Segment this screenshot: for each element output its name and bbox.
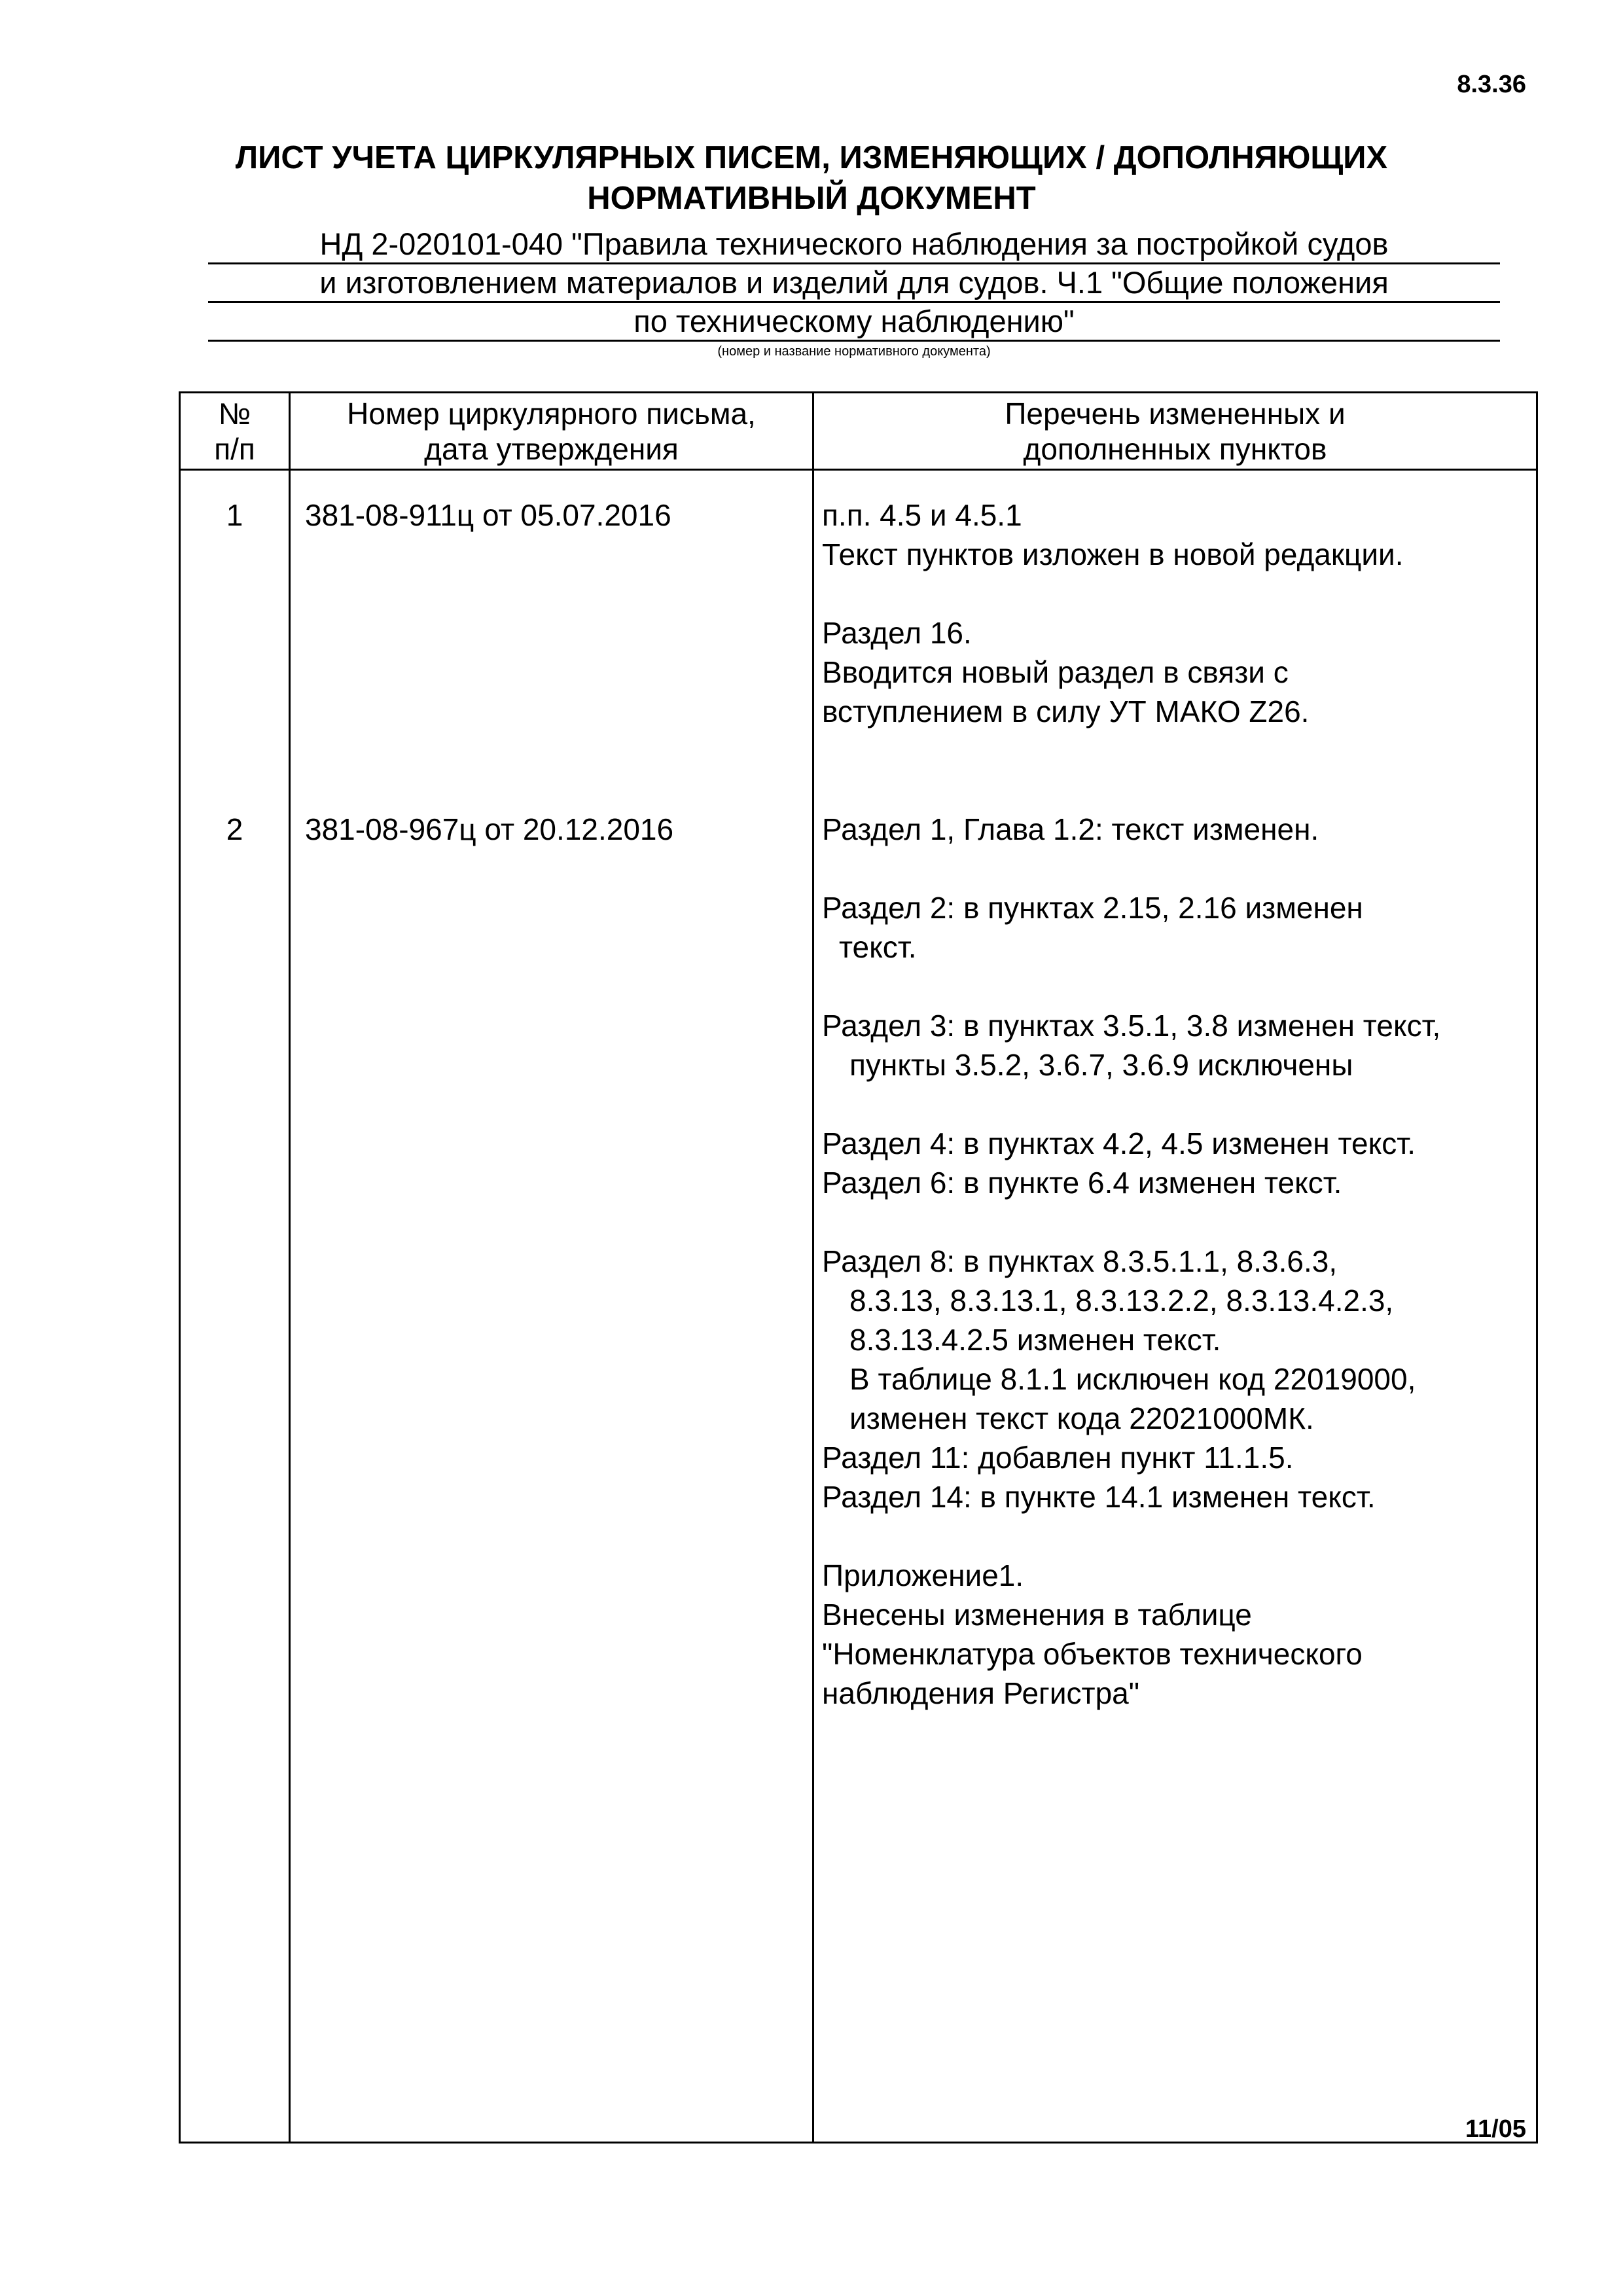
normative-document-line-1: НД 2-020101-040 "Правила технического наблюдения за постройкой судов	[208, 226, 1500, 264]
change-line: Приложение1.	[822, 1558, 1024, 1592]
letter-cell	[290, 470, 813, 2143]
normative-document-caption: (номер и название нормативного документа)	[717, 344, 991, 359]
header-number-line-2: п/п	[214, 431, 255, 466]
document-section-code: 8.3.36	[1457, 71, 1526, 98]
document-title-line-1: ЛИСТ УЧЕТА ЦИРКУЛЯРНЫХ ПИСЕМ, ИЗМЕНЯЮЩИХ / ДОПОЛНЯЮЩИХ	[235, 140, 1388, 175]
change-line	[822, 1202, 1535, 1242]
header-changes	[813, 393, 1537, 470]
change-line: "Номенклатура объектов технического	[822, 1637, 1363, 1671]
change-line: Раздел 4: в пунктах 4.2, 4.5 изменен текст.	[822, 1126, 1416, 1160]
change-line: 8.3.13.4.2.5 изменен текст.	[849, 1323, 1221, 1357]
change-line: В таблице 8.1.1 исключен код 22019000,	[849, 1362, 1416, 1396]
change-line: Раздел 6: в пункте 6.4 изменен текст.	[822, 1166, 1342, 1200]
row-number: 2	[226, 812, 243, 846]
change-line: п.п. 4.5 и 4.5.1	[822, 498, 1022, 532]
header-number-line-1: №	[218, 396, 251, 431]
number-cell	[180, 470, 290, 2143]
change-line: Раздел 8: в пунктах 8.3.5.1.1, 8.3.6.3,	[822, 1244, 1338, 1278]
normative-document-line-3: по техническому наблюдению"	[208, 303, 1500, 342]
change-line: Текст пунктов изложен в новой редакции.	[822, 537, 1404, 571]
change-line	[822, 967, 1535, 1006]
change-line: Внесены изменения в таблице	[822, 1598, 1252, 1632]
change-line	[822, 770, 1535, 810]
change-line: Раздел 14: в пункте 14.1 изменен текст.	[822, 1480, 1376, 1514]
change-line: изменен текст кода 22021000МК.	[849, 1401, 1314, 1435]
change-line: Раздел 3: в пунктах 3.5.1, 3.8 изменен текст,	[822, 1009, 1441, 1043]
change-line: Вводится новый раздел в связи с	[822, 655, 1289, 689]
change-line	[822, 1516, 1535, 1556]
change-line: вступлением в силу УТ МАКО Z26.	[822, 694, 1310, 728]
change-line: пункты 3.5.2, 3.6.7, 3.6.9 исключены	[849, 1048, 1353, 1082]
row-number: 1	[226, 498, 243, 532]
change-line	[822, 1085, 1535, 1124]
header-letter	[290, 393, 813, 470]
row-changes	[822, 495, 1535, 810]
table-header-row	[180, 393, 1537, 470]
circular-letters-table	[179, 391, 1538, 2144]
header-changes-line-1: Перечень измененных и	[1005, 396, 1346, 431]
change-line: Раздел 1, Глава 1.2: текст изменен.	[822, 812, 1319, 846]
changes-cell	[813, 470, 1537, 2143]
change-line	[822, 849, 1535, 888]
header-number	[180, 393, 290, 470]
header-letter-line-1: Номер циркулярного письма,	[347, 396, 756, 431]
page-number: 11/05	[1465, 2115, 1526, 2143]
change-line: 8.3.13, 8.3.13.1, 8.3.13.2.2, 8.3.13.4.2.3,	[849, 1283, 1394, 1318]
change-line: Раздел 11: добавлен пункт 11.1.5.	[822, 1441, 1294, 1475]
normative-document-line-2: и изготовлением материалов и изделий для судов. Ч.1 "Общие положения	[208, 264, 1500, 303]
header-letter-line-2: дата утверждения	[424, 431, 679, 466]
change-line	[822, 731, 1535, 770]
document-title-line-2: НОРМАТИВНЫЙ ДОКУМЕНТ	[587, 181, 1036, 216]
row-letter: 381-08-911ц от 05.07.2016	[305, 498, 671, 532]
header-changes-line-2: дополненных пунктов	[1023, 431, 1327, 466]
row-changes	[822, 810, 1535, 1713]
change-line	[822, 574, 1535, 613]
table-body-row	[180, 470, 1537, 2143]
change-line: текст.	[839, 930, 917, 964]
row-letter: 381-08-967ц от 20.12.2016	[305, 812, 674, 846]
change-line: наблюдения Регистра"	[822, 1676, 1140, 1710]
document-title	[0, 137, 1623, 219]
change-line: Раздел 2: в пунктах 2.15, 2.16 изменен	[822, 891, 1363, 925]
change-line: Раздел 16.	[822, 616, 972, 650]
normative-document-name	[208, 226, 1500, 360]
